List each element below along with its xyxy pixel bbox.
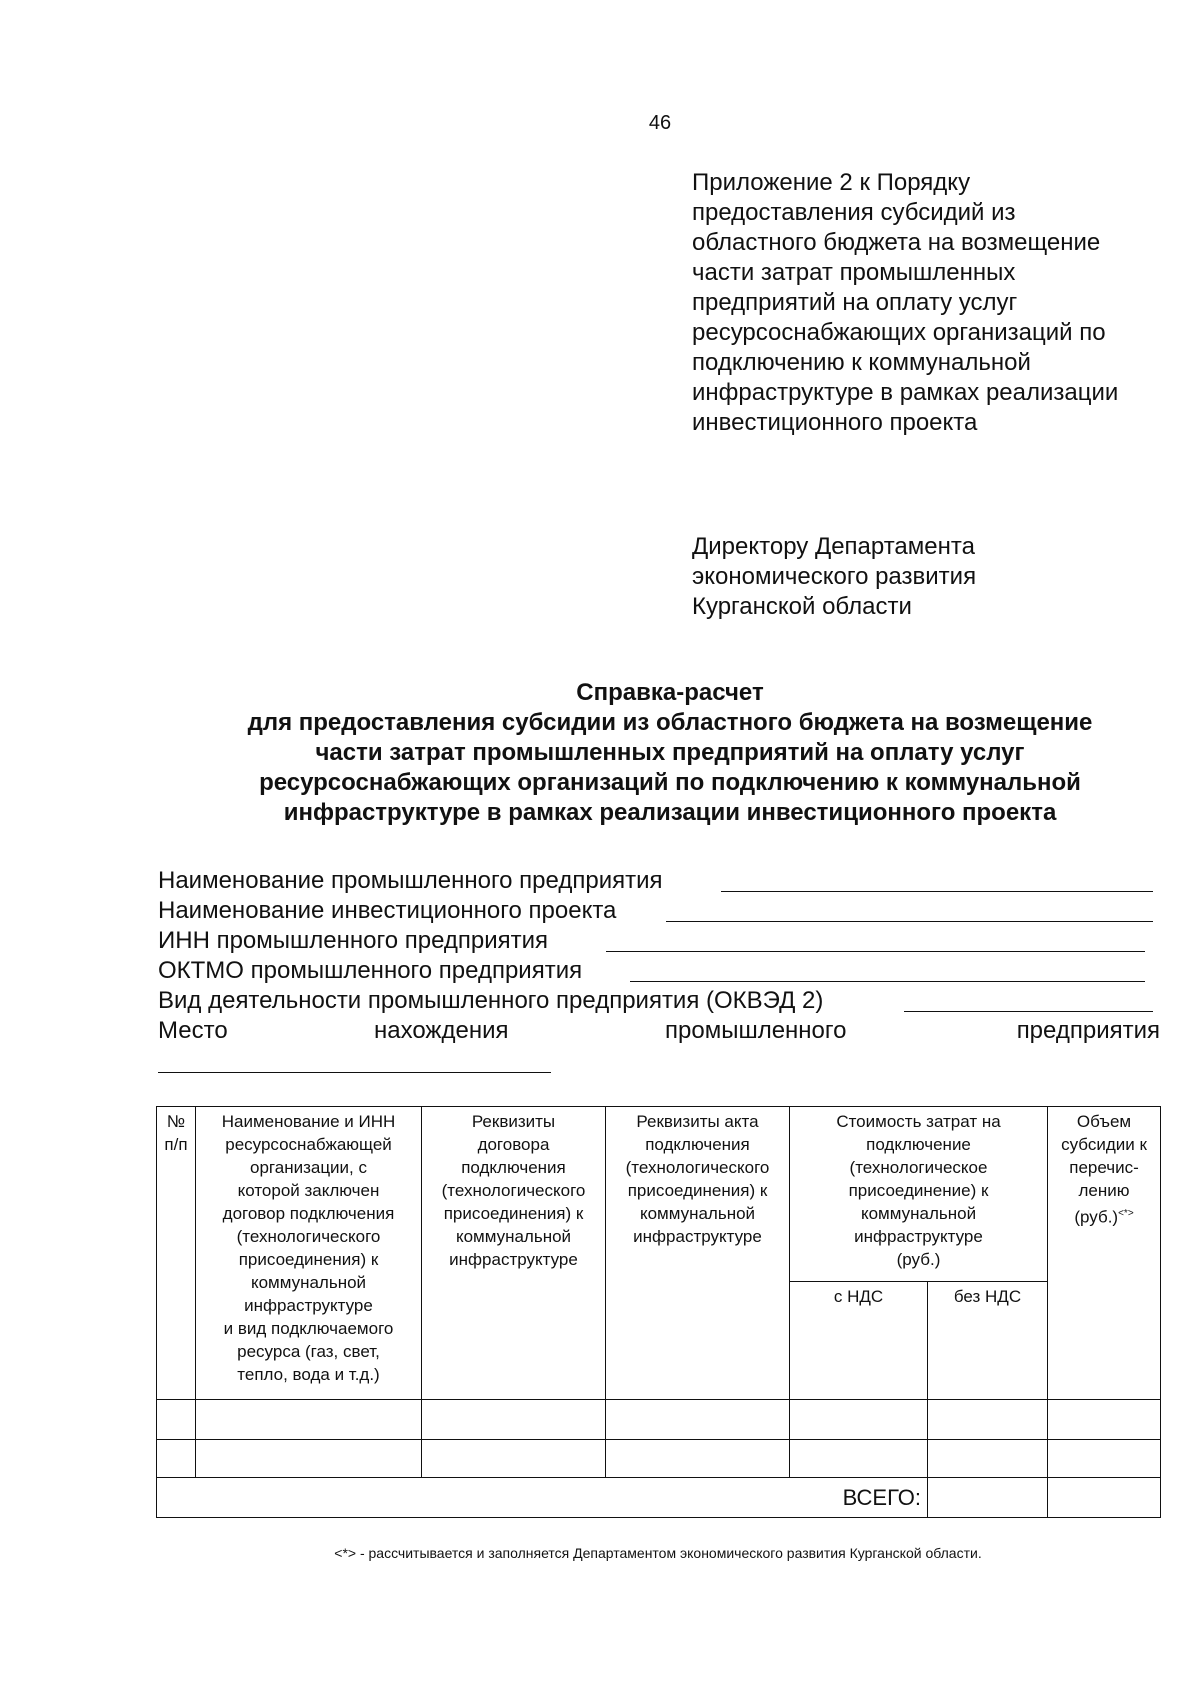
title-line: инфраструктуре в рамках реализации инвестиционного проекта [283,799,1057,826]
header-text: (руб.) [896,1250,941,1269]
footnote: <*> - рассчитывается и заполняется Департаментом экономического развития Курганской области. [334,1545,982,1561]
title-line: ресурсоснабжающих организаций по подключению к коммунальной [259,769,1081,796]
total-without-vat-cell[interactable] [928,1478,1048,1518]
header-text: подключение [866,1135,971,1154]
table-row [157,1440,1161,1478]
header-text: Наименование и ИНН [221,1112,396,1131]
header-text: коммунальной [860,1204,977,1223]
table-cell[interactable] [790,1400,928,1440]
header-organization [196,1107,422,1400]
header-text: (технологического [625,1158,770,1177]
addressee [692,532,1172,622]
header-text: подключения [461,1158,566,1177]
header-subsidy [1048,1107,1161,1400]
fill-line[interactable] [721,891,1153,892]
field-inn [158,926,1145,956]
fill-line[interactable] [606,951,1145,952]
fill-line[interactable] [666,921,1153,922]
header-text: № [166,1112,186,1131]
field-label: Наименование инвестиционного проекта [158,897,617,924]
header-text: присоединение) к [848,1181,989,1200]
appendix-line: предоставления субсидий из [692,199,1016,226]
header-text: перечис- [1069,1158,1139,1177]
header-act [606,1107,790,1400]
title-line: для предоставления субсидии из областного бюджета на возмещение [247,709,1093,736]
field-oktmo [158,956,1145,986]
header-text: присоединения) к [238,1250,379,1269]
header-text: коммунальной [250,1273,367,1292]
appendix-line: предприятий на оплату услуг [692,289,1018,316]
header-text [1048,1202,1160,1229]
header-text: Реквизиты акта [636,1112,759,1131]
header-text: присоединения) к [443,1204,584,1223]
field-okved [158,986,1153,1016]
appendix-line: ресурсоснабжающих организаций по [692,319,1106,346]
table-cell[interactable] [157,1400,196,1440]
field-label: Наименование промышленного предприятия [158,867,663,894]
field-label: Вид деятельности промышленного предприятия (ОКВЭД 2) [158,987,824,1014]
header-text: (руб.) [1074,1207,1119,1227]
header-text: коммунальной [639,1204,756,1223]
total-row [157,1478,1161,1518]
header-text: инфраструктуре [449,1250,578,1269]
header-text: организации, с [250,1158,367,1177]
header-text: подключения [645,1135,750,1154]
header-num [157,1107,196,1400]
header-text: (технологического [441,1181,586,1200]
field-label-word: нахождения [374,1017,509,1044]
document-title [140,678,1200,828]
title-heading: Справка-расчет [576,679,764,706]
total-label: ВСЕГО: [157,1478,928,1518]
header-text: ресурсоснабжающей [225,1135,392,1154]
header-text: и вид подключаемого [223,1319,394,1338]
table-row [157,1400,1161,1440]
appendix-line: Приложение 2 к Порядку [692,169,971,196]
addressee-line: Директору Департамента [692,533,975,560]
header-text: субсидии к [1061,1135,1147,1154]
field-label: ОКТМО промышленного предприятия [158,957,583,984]
header-text: Реквизиты [471,1112,556,1131]
table-cell[interactable] [422,1400,606,1440]
table-cell[interactable] [790,1440,928,1478]
table-cell[interactable] [422,1440,606,1478]
table-cell[interactable] [606,1440,790,1478]
fill-line[interactable] [904,1011,1153,1012]
table-cell[interactable] [1048,1440,1161,1478]
field-enterprise-name [158,866,1153,896]
header-text: договора [477,1135,550,1154]
appendix-line: подключению к коммунальной [692,349,1031,376]
header-text: ресурса (газ, свет, [237,1342,380,1361]
field-label: ИНН промышленного предприятия [158,927,549,954]
header-text: договор подключения [222,1204,395,1223]
header-text: (технологического [236,1227,381,1246]
field-label-word: предприятия [1016,1017,1160,1044]
table-cell[interactable] [196,1440,422,1478]
table-cell[interactable] [928,1400,1048,1440]
field-label-word: Место [158,1017,228,1044]
header-text: (технологическое [849,1158,988,1177]
field-project-name [158,896,1153,926]
header-text: присоединения) к [627,1181,768,1200]
appendix-line: инфраструктуре в рамках реализации [692,379,1119,406]
header-contract [422,1107,606,1400]
appendix-line: областного бюджета на возмещение [692,229,1101,256]
header-cost [790,1107,1048,1282]
table-cell[interactable] [157,1440,196,1478]
header-without-vat: без НДС [928,1282,1048,1400]
header-text: которой заключен [237,1181,380,1200]
appendix-note [692,168,1172,438]
title-line: части затрат промышленных предприятий на оплату услуг [315,739,1025,766]
fill-line[interactable] [630,981,1145,982]
table-cell[interactable] [928,1440,1048,1478]
header-text: п/п [164,1135,188,1154]
table-cell[interactable] [606,1400,790,1440]
total-subsidy-cell[interactable] [1048,1478,1161,1518]
header-text: тепло, вода и т.д.) [237,1365,380,1384]
header-text: Стоимость затрат на [836,1112,1001,1131]
field-label-word: промышленного [665,1017,847,1044]
page-number: 46 [648,112,672,134]
table-cell[interactable] [1048,1400,1161,1440]
header-text: инфраструктуре [244,1296,373,1315]
header-text: коммунальной [455,1227,572,1246]
addressee-line: экономического развития [692,563,977,590]
footnote-marker: <*> [1118,1208,1134,1219]
header-text: Объем [1076,1112,1132,1131]
appendix-line: части затрат промышленных [692,259,1016,286]
calculation-table [156,1106,1161,1518]
header-text: инфраструктуре [633,1227,762,1246]
location-fill-line[interactable] [158,1072,551,1073]
header-text: лению [1078,1181,1130,1200]
header-with-vat: с НДС [790,1282,928,1400]
field-location [158,1016,1160,1046]
appendix-line: инвестиционного проекта [692,409,978,436]
addressee-line: Курганской области [692,593,912,620]
table-cell[interactable] [196,1400,422,1440]
header-text: инфраструктуре [854,1227,983,1246]
